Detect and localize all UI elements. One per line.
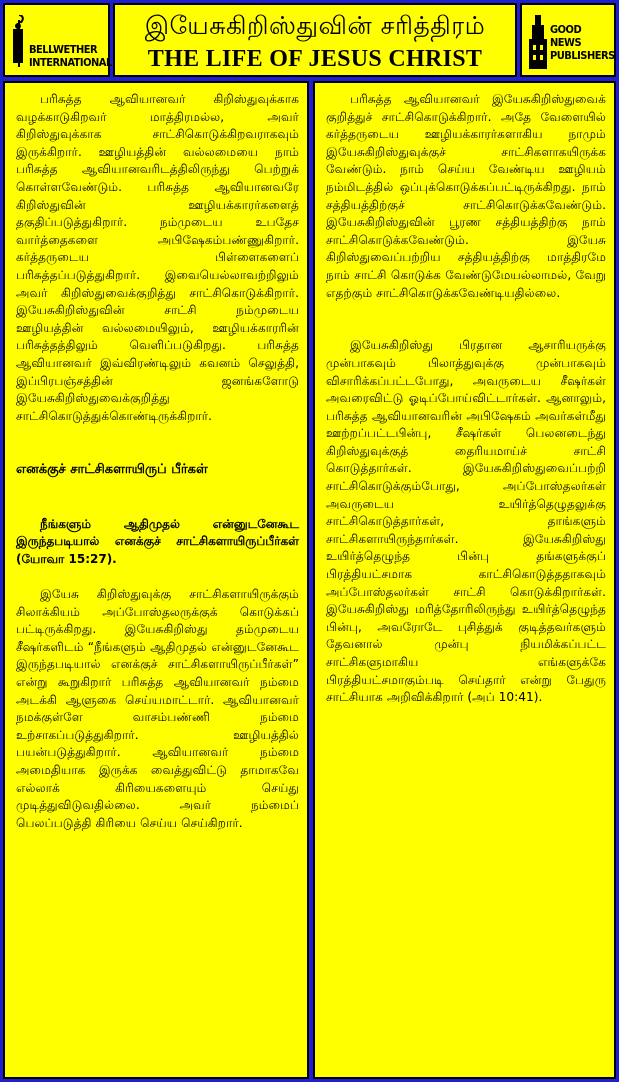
title-english: THE LIFE OF JESUS CHRIST xyxy=(147,46,483,72)
logo-right-line1: GOOD NEWS xyxy=(550,23,582,49)
building-icon xyxy=(528,15,548,69)
left-paragraph-2: இயேசு கிறிஸ்துவுக்கு சாட்சிகளாயிருக்கும் சிலாக்கியம் அப்போஸ்தலருக்குக் கொடுக்கப் பட்டிருக்கிறது. இயேசுகிறிஸ்து தம்முடைய சீஷர்களிடம் “நீங்களும் ஆதிமுதல் என்னுடனேகூட இருந்தபடியால் எனக்குச் சாட்சிகளாயிருப்பீர்கள்” என்று கூறுகிறார் பரிசுத்த ஆவியானவர் நம்மை அடக்கி ஆளுகை செய்யமாட்டார். ஆவியானவர் நமக்குள்ளே வாசம்பண்ணி நம்மை உற்சாகப்படுத்துகிறார். ஊழியத்தில் பயன்படுத்துகிறார். ஆவியானவர் நம்மை அமைதியாக இருக்க வைத்துவிட்டு தாமாகவே எல்லாக் கிரியைகளையும் செய்து முடித்துவிடுவதில்லை. அவர் நம்மைப் பெலப்படுத்தி கிரியை செய்ய செய்கிறார். xyxy=(16,587,299,830)
title-banner xyxy=(113,3,517,77)
good-news-logo xyxy=(520,3,616,77)
shepherd-icon xyxy=(11,15,27,67)
good-news-text xyxy=(550,23,615,62)
logo-left-line1: BELLWETHER xyxy=(29,43,98,56)
title-tamil: இயேசுகிறிஸ்துவின் சரித்திரம் xyxy=(144,11,486,40)
bellwether-logo xyxy=(3,3,110,77)
right-column xyxy=(313,81,616,1079)
logo-right-line2: PUBLISHERS xyxy=(550,49,615,62)
left-paragraph-1: பரிசுத்த ஆவியானவர் கிறிஸ்துவுக்காக வழக்காடுகிறவர் மாத்திரமல்ல, அவர் கிறிஸ்துவுக்காக சாட்சிகொடுக்கிறவராகவும் இருக்கிறார். ஊழியத்தின் வல்லமையை நாம் பரிசுத்த ஆவியானவரிடத்திலிருந்து பெற்றுக் கொள்ளவேண்டும். பரிசுத்த ஆவியானவரே கிறிஸ்துவின் ஊழியக்காரர்களைத் தகுதிப்படுத்துகிறார். நம்முடைய உபதேச வார்த்தைகளை அபிஷேகம்பண்ணுகிறார். கர்த்தருடைய பிள்ளைகளைப் பரிசுத்தப்படுத்துகிறார். இவையெல்லாவற்றிலும் அவர் கிறிஸ்துவைக்குறித்து சாட்சிகொடுக்கிறார். இயேசுகிறிஸ்துவின் சாட்சி நம்முடைய ஊழியத்தின் வல்லமையிலும், ஊழியக்காரரின் பரிசுத்தத்திலும் வெளிப்படுகிறது. பரிசுத்த ஆவியானவர் இவ்விரண்டிலும் கவனம் செலுத்தி, இப்பிரபஞ்சத்தின் ஜனங்களோடு இயேசுகிறிஸ்துவைக்குறித்து சாட்சிகொடுத்துக்கொண்டிருக்கிறார். xyxy=(16,92,299,423)
scripture-verse: நீங்களும் ஆதிமுதல் என்னுடனேகூட இருந்தபடியால் எனக்குச் சாட்சிகளாயிருப்பீர்கள் (யோவா 15:27). xyxy=(16,516,299,566)
right-paragraph-1: பரிசுத்த ஆவியானவர் இயேசுகிறிஸ்துவைக் குறித்துச் சாட்சிகொடுக்கிறார். அதே வேளையில் கர்த்தருடைய ஊழியக்காரர்களாகிய நாமும் இயேசுகிறிஸ்துவுக்குச் சாட்சிகளாகயிருக்க வேண்டும். நாம் செய்ய வேண்டிய ஊழியம் நம்மிடத்தில் ஒப்புக்கொடுக்கப்பட்டிருக்கிறது. நாம் சத்தியத்திற்குச் சாட்சிகொடுக்கவேண்டும். இயேசுகிறிஸ்துவின் பூரண சத்தியத்திற்கு நாம் சாட்சிகொடுக்கவேண்டும். இயேசு கிறிஸ்துவைப்பற்றிய சத்தியத்திற்கு மாத்திரமே நாம் சாட்சி கொடுக்க வேண்டுமேயல்லாமல், வேறு எதற்கும் சாட்சிகொடுக்கவேண்டியதில்லை. xyxy=(326,92,606,300)
left-column xyxy=(3,81,309,1079)
bellwether-text xyxy=(29,43,112,69)
logo-left-line2: INTERNATIONAL xyxy=(29,56,112,69)
section-heading: எனக்குச் சாட்சிகளாயிருப் பீர்கள் xyxy=(16,462,208,478)
right-paragraph-2: இயேசுகிறிஸ்து பிரதான ஆசாரியருக்கு முன்பாகவும் பிலாத்துவுக்கு முன்பாகவும் விசாரிக்கப்பட்டபோது, அவருடைய சீஷர்கள் அவரைவிட்டு ஓடிப்போய்விட்டார்கள். ஆனாலும், பரிசுத்த ஆவியானவரின் அபிஷேகம் அவர்கள்மீது ஊற்றப்பட்டபின்பு, சீஷர்கள் பெலனடைந்து கிறிஸ்துவுக்குத் தைரியமாய்ச் சாட்சி கொடுத்தார்கள். இயேசுகிறிஸ்துவைப்பற்றி சாட்சிகொடுக்கும்போது, அப்போஸ்தலர்கள் அவருடைய உயிர்த்தெழுதலுக்கு சாட்சிகொடுத்தார்கள், தாங்களும் சாட்சிகளாயிருந்தார்கள். இயேசுகிறிஸ்து உயிர்த்தெழுந்த பின்பு தங்களுக்குப் பிரத்தியட்சமாக காட்சிகொடுத்ததாகவும் அப்போஸ்தலர்கள் சாட்சி கொடுக்கிறார்கள். இயேசுகிறிஸ்து மரித்தோரிலிருந்து உயிர்த்தெழுந்த பின்பு, அவரோடே புசித்துக் குடித்தவர்களும் தேவனால் முன்பு நியமிக்கப்பட்ட சாட்சிகளுமாகிய எங்களுக்கே பிரத்தியட்சமாகும்படி செய்தார் என்று பேதுரு சாட்சியாக அறிவிக்கிறார் (அப் 10:41). xyxy=(326,338,606,705)
